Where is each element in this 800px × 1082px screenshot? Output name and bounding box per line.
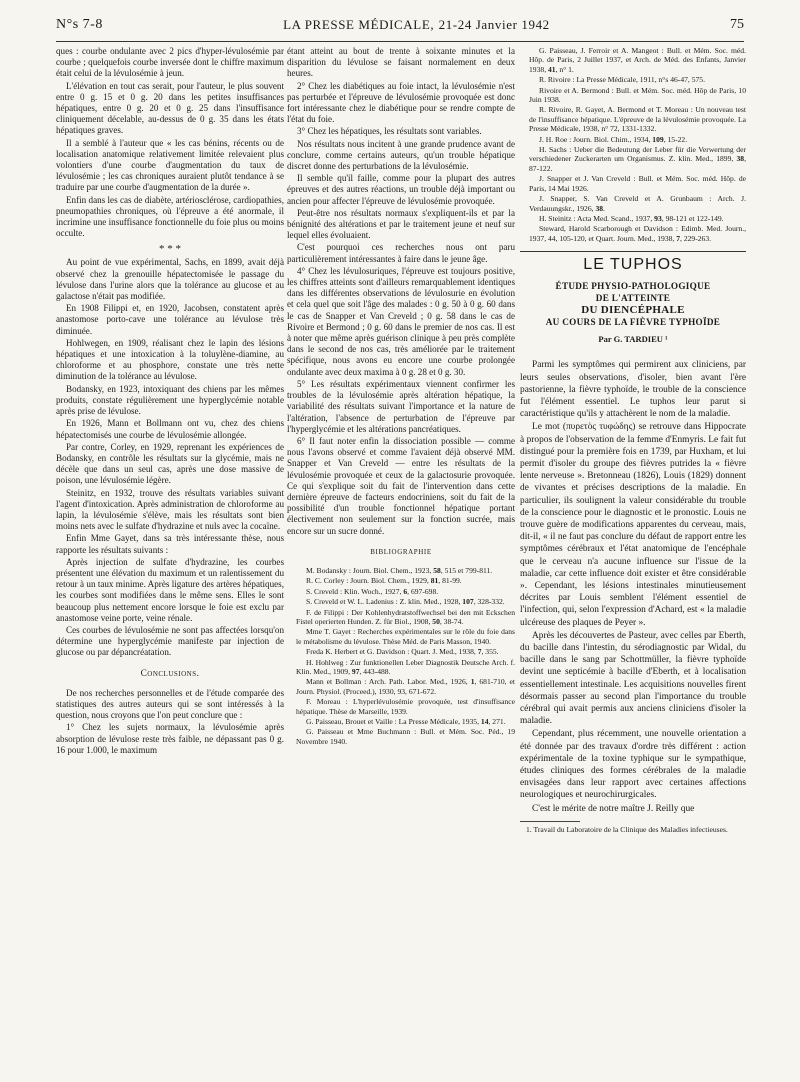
issue-date: 21-24 Janvier 1942 xyxy=(438,16,550,32)
body-paragraph: Il a semblé à l'auteur que « les cas bénins, récents ou de localisation anatomique relativement limitée relevaient plus volontiers d'une courbe d'augmentation du taux de lévulosémie ; les cas chroniques auraient plutôt tendance à se traduire par une courbe d'augmentation de la durée ». xyxy=(56,137,284,193)
reference-text: G. Paisseau, Brouet et Vaille : La Presse Médicale, 1935, xyxy=(306,717,479,727)
reference-pages: , 443-488. xyxy=(359,667,391,676)
article-separator xyxy=(520,251,746,252)
body-paragraph: Nos résultats nous incitent à une grande prudence avant de conclure, comme certains auteurs, qu'un trouble hépatique discret donne des perturbations de la lévulosémie. xyxy=(287,138,515,172)
page-header xyxy=(56,10,744,40)
reference-pages: , 81-99. xyxy=(438,576,462,586)
reference-volume: 38 xyxy=(595,203,604,213)
reference-text: H. Hohlweg : Zur funktionellen Leber Diagnostik Deutsche Arch. f. Klin. Med., 1909, xyxy=(296,657,515,676)
bibliography-entry xyxy=(520,214,746,223)
section-stars: * * * xyxy=(159,243,181,256)
body-paragraph: Peut-être nos résultats normaux s'expliquent-ils et par la bénignité des altérations et par le traitement jeune et neuf sur lequel elles évoluaient. xyxy=(287,207,515,241)
reference-pages: . xyxy=(603,203,605,213)
reference-text: R. C. Corley : Journ. Biol. Chem., 1929, xyxy=(306,576,429,586)
body-paragraph: Steinitz, en 1932, trouve des résultats variables suivant l'agent d'intoxication. Après administration de chloroforme au lapin, la lévulosémie s'élève, mais les résultats sont bien moins nets avec le sulfate d'hydrazine et nuls avec la cocaïne. xyxy=(56,487,284,532)
article-paragraph: C'est le mérite de notre maître J. Reilly que xyxy=(532,803,695,814)
bibliography-entry xyxy=(520,135,746,144)
column-1 xyxy=(56,46,284,1076)
bibliography-entry xyxy=(287,658,515,677)
article-author: Par G. TARDIEU ¹ xyxy=(598,334,668,345)
reference-text: M. Bodansky : Journ. Biol. Chem., 1923, xyxy=(306,565,432,575)
reference-volume: 7 xyxy=(676,233,681,243)
reference-text: J. Snapper, S. Van Creveld et A. Grunbaum : Arch. J. Verdauungskr., 1926, xyxy=(529,194,746,213)
bibliography-entry xyxy=(520,145,746,173)
reference-pages: , 38-74. xyxy=(439,616,464,626)
body-paragraph: 5° Les résultats expérimentaux viennent confirmer les troubles de la lévulosémie après altération hépatique, la variabilité des résultats suivant l'importance et la nature de l'altération, l'absence de perturbation de l'épreuve par l'hyperglycémie et les altérations pancréatiques. xyxy=(287,378,515,434)
reference-text: R. Rivoire : La Presse Médicale, 1911, n°s 46-47, 575. xyxy=(539,75,705,85)
reference-text: J. Snapper et J. Van Creveld : Bull. et Mém. Soc. méd. Hôp. de Paris, 14 Mai 1926. xyxy=(529,174,746,193)
article-subtitle-3: DU DIENCÉPHALE xyxy=(581,304,685,317)
bibliography-entry xyxy=(287,576,515,585)
body-paragraph: Bodansky, en 1923, intoxiquant des chiens par les mêmes produits, constate régulièrement une hyperglycémie notable après prise de lévulose. xyxy=(56,383,284,417)
reference-text: S. Creveld : Klin. Woch., 1927, xyxy=(306,586,402,596)
bibliography-entry xyxy=(520,46,746,74)
bibliography-entry xyxy=(287,697,515,716)
reference-pages: , 355. xyxy=(481,647,499,657)
reference-pages: , 697-698. xyxy=(407,586,439,596)
reference-volume: 14 xyxy=(480,717,489,727)
reference-volume: 109 xyxy=(652,134,664,144)
bibliography-entry xyxy=(287,717,515,726)
issue-number: N°s 7-8 xyxy=(56,17,103,32)
bibliography-entry xyxy=(287,608,515,627)
reference-pages: , 98-121 et 122-149. xyxy=(661,213,724,223)
reference-pages: , 328-332. xyxy=(473,597,505,607)
reference-text: J. H. Roe : Journ. Biol. Chim., 1934, xyxy=(539,134,651,144)
body-paragraph: Ces courbes de lévulosémie ne sont pas affectées lorsqu'on détermine une hyperglycémie manifeste par injection de glucose ou par dépancréatation. xyxy=(56,624,284,658)
reference-text: Mann et Bollman : Arch. Path. Labor. Med., 1926, xyxy=(306,677,468,687)
body-paragraph: 1° Chez les sujets normaux, la lévulosémie après absorption de lévulose reste très faible, ne dépassant pas 0 g. 16 pour 1.000, le maximum xyxy=(56,722,284,755)
reference-volume: 93 xyxy=(654,213,662,223)
body-paragraph: De nos recherches personnelles et de l'étude comparée des statistiques des autres auteurs qui se sont intéressés à la question, nous croyons que l'on peut conclure que : xyxy=(56,687,284,721)
reference-text: Mme T. Gayet : Recherches expérimentales sur le rôle du foie dans le métabolisme du lévulose. Thèse Méd. de Paris Masson, 1940. xyxy=(296,627,515,646)
article-subtitle-2: DE L'ATTEINTE xyxy=(595,293,671,304)
article-paragraph: Parmi les symptômes qui permirent aux cliniciens, par leurs seules observations, d'isoler, bien avant l'ère pastorienne, la fièvre typhoïde, le trouble de la conscience fut l'élément essentiel. Le tuphos leur parut si caractéristique qu'ils y attachèrent le nom de la maladie. xyxy=(520,360,746,420)
bibliography-entry xyxy=(520,86,746,105)
body-paragraph: Enfin Mme Gayet, dans sa très intéressante thèse, nous rapporte les résultats suivants : xyxy=(56,533,284,555)
body-paragraph: Par contre, Corley, en 1929, reprenant les expériences de Bodansky, en contrôle les résultats sur la glycémie, mais ne décèle que dans un seul cas, après une dose massive de poison, une lévulosémie légère. xyxy=(56,441,284,486)
body-paragraph: 2° Chez les diabétiques au foie intact, la lévulosémie n'est pas perturbée et l'épreuve de lévulosémie provoquée est donc fort intéressante chez le diabétique pour se rendre compte de l'état du foie. xyxy=(287,80,515,125)
reference-text: Rivoire et A. Bermond : Bull. et Mém. Soc. méd. Hôp de Paris, 10 Juin 1938. xyxy=(529,85,746,105)
article-paragraph: Cependant, plus récemment, une nouvelle orientation a été donnée par des travaux d'ordre très différent : action expérimentale de la toxine typhique sur le sympathique, études cliniques des formes cérébrales de la maladie envisagées dans leur rapport avec certaines affections neurologiques et neurochirurgicales. xyxy=(520,729,746,801)
body-paragraph: Il semble qu'il faille, comme pour la plupart des autres épreuves et des autres réactions, un trouble déjà important ou ancien pour affecter l'épreuve de lévulosémie provoquée. xyxy=(287,173,515,206)
bibliography-entry xyxy=(287,566,515,575)
reference-pages: , 87-122. xyxy=(529,154,746,173)
reference-text: Freda K. Herbert et G. Davidson : Quart. J. Med., 1938, xyxy=(306,647,476,657)
reference-pages: , 515 et 799-811. xyxy=(440,565,493,575)
reference-pages: , 15-22. xyxy=(663,134,688,144)
article-paragraph: Le mot (πυρετὸς τυφώδης) se retrouve dans Hippocrate à propos de l'observation de la femme d'Enmyris. Le fait fut distingué pour la première fois en 1739, par Huxham, et lui permit d'isoler du groupe des fièvres putrides la « fièvre lente nerveuse ». Bretonneau (1826), Louis (1829) donnent de vivantes et précises descriptions de la maladie. En particulier, ils soulignent la valeur considérable du trouble de la conscience pour le diagnostic et le pronostic. Louis ne trouve guère de modifications apparentes du cerveau, mais, dit-il, « il ne faut pas conclure du défaut de rapport entre les symptômes cérébraux et l'état anatomique de l'encéphale que le cerveau n'a aucune influence sur l'issue de la maladie, car cette influence doit exister et être considérable ». Cependant, les lésions intestinales minutieusement décrites par Louis semblent l'élément essentiel de l'infection, qui, selon l'expression d'Achard, est « la maladie ulcéreuse des plaques de Peyer ». xyxy=(520,422,746,628)
bibliography-entry xyxy=(287,647,515,656)
reference-volume: 97 xyxy=(351,667,360,676)
body-paragraph: étant atteint au bout de trente à soixante minutes et la disparition du lévulose se faisant normalement en deux heures. xyxy=(287,46,515,79)
bibliography-entry xyxy=(287,627,515,646)
body-paragraph: L'élévation en tout cas serait, pour l'auteur, le plus souvent entre 0 g. 15 et 0 g. 20 dans les petites insuffisances hépatiques, entre 0 g. 20 et 0 g. 25 dans l'insuffisance cliniquement décelable, au-dessus de 0 g. 35 dans les états hépatiques graves. xyxy=(56,80,284,136)
footnote-rule xyxy=(520,821,580,822)
reference-text: G. Paisseau et Mme Buchmann : Bull. et Mém. Soc. Péd., 19 Novembre 1940. xyxy=(296,727,515,746)
bibliography-entry xyxy=(520,224,746,243)
reference-volume: 41 xyxy=(548,64,556,74)
body-paragraph: Après injection de sulfate d'hydrazine, les courbes présentent une élévation du maximum et un ralentissement du retour à un taux minime. Après ligature des artères hépatiques, les courbes sont modifiées dans le même sens. Elles le sont beaucoup plus nettement encore lorsque le foie est exclu par anastomose veine porte, veine rénale. xyxy=(56,556,284,623)
body-paragraph: Au point de vue expérimental, Sachs, en 1899, avait déjà observé chez la grenouille hépatectomisée le passage du lévulose dans l'urine alors que la tolérance au glucose et au galactose n'était pas modifiée. xyxy=(56,257,284,302)
reference-volume: 81 xyxy=(430,576,439,586)
reference-text: G. Paisseau, J. Ferroir et A. Mangeot : Bull. et Mém. Soc. méd. Hôp. de Paris, 2 Juillet 1937, et Arch. de Méd. des Enfants, Janvier 1938, xyxy=(529,46,746,74)
article-subtitle-1: ÉTUDE PHYSIO-PATHOLOGIQUE xyxy=(555,281,711,292)
bibliography-entry xyxy=(287,727,515,746)
article-subtitle-4: AU COURS DE LA FIÈVRE TYPHOÏDE xyxy=(545,317,721,328)
body-paragraph: 6° Il faut noter enfin la dissociation possible — comme nous l'avons observé et comme l'avaient déjà observé MM. Snapper et Van Creveld — entre les résultats de la lévulosémie provoquée et ceux de la galactosurie provoquée. Ce qui s'explique soit du fait de l'intervention dans cette dernière épreuve de facteurs endocriniens, soit du fait de la possibilité d'un trouble fonctionnel hépatique portant électivement non seulement sur la fonction sucrée, mais encore sur un sucre donné. xyxy=(287,435,515,536)
reference-pages: , 681-710, et Journ. Physiol. (Proceed.), 1930, 93, 671-672. xyxy=(296,677,515,696)
bibliography-entry xyxy=(287,587,515,596)
body-paragraph: Hohlwegen, en 1909, réalisant chez le lapin des lésions hépatiques et une intoxication à la toluylène-diamine, au chloroforme et au phosphore, constate une très nette diminution de la tolérance au lévulose. xyxy=(56,337,284,382)
reference-volume: 1 xyxy=(470,677,475,687)
journal-title xyxy=(283,17,550,34)
bibliography-entry xyxy=(520,75,746,84)
page-number: 75 xyxy=(730,17,744,32)
body-paragraph: Enfin dans les cas de diabète, artériosclérose, cardiopathies, pneumopathies chroniques, où l'épreuve a été anormale, il incrimine une insuffisance fonctionnelle du foie plus ou moins occulte. xyxy=(56,194,284,239)
reference-pages: , n° 1. xyxy=(555,64,574,74)
body-paragraph: En 1926, Mann et Bollmann ont vu, chez des chiens hépatectomisés une courbe de lévulosémie allongée. xyxy=(56,418,284,440)
conclusions-heading: Conclusions. xyxy=(140,668,200,679)
bibliography-entry xyxy=(520,174,746,193)
article-body xyxy=(520,359,746,815)
bibliography-entry xyxy=(520,194,746,213)
reference-pages: , 229-263. xyxy=(680,233,712,243)
article-paragraph: Après les découvertes de Pasteur, avec celles par Eberth, du bacille dans l'intestin, du sérodiagnostic par Widal, du bacille dans le sang par Schottmüller, la fièvre typhoïde devint une septicémie à bacille d'Eberth, et à localisation essentiellement intestinale. Les acquisitions nouvelles firent désormais passer au second plan l'importance du trouble cérébral qui avait permis aux anciens cliniciens d'isoler la maladie. xyxy=(520,630,746,727)
reference-text: Steward, Harold Scarborough et Davidson : Edimb. Med. Journ., 1937, 44, 105-120, et Quart. Journ. Med., 1938, xyxy=(529,224,746,243)
reference-volume: 6 xyxy=(403,586,408,596)
footnote: 1. Travail du Laboratoire de la Clinique des Maladies infectieuses. xyxy=(526,824,728,834)
body-paragraph: C'est pourquoi ces recherches nous ont paru particulièrement intéressantes à faire dans le jeune âge. xyxy=(287,242,515,264)
reference-text: R. Rivoire, R. Gayet, A. Bermond et T. Moreau : Un nouveau test de l'insuffisance hépatique. L'épreuve de la lévulosémie provoquée. La Presse Médicale, 1938, n° 72, 1331-1332. xyxy=(529,105,746,134)
body-paragraph: 4° Chez les lévulosuriques, l'épreuve est toujours positive, les chiffres atteints sont d'ailleurs remarquablement identiques dans les différentes observations de lévulosurie en évolution et cela quel que soit l'âge des malades : 0 g. 50 à 0 g. 60 dans le cas de Snapper et Van Creveld ; 0 g. 58 dans le cas de Rivoire et Bermond ; 0 g. 60 dans le premier de nos cas. Il est à noter que même après guérison clinique à peu près complète dans le second de nos cas, très améliorée par le traitement spécifique, nous avons eu encore une courbe prolongée ondulante avec deux maxima à 0 g. 28 et 0 g. 30. xyxy=(287,265,515,377)
header-rule xyxy=(56,41,744,42)
reference-volume: 38 xyxy=(736,154,745,164)
reference-text: S. Creveld et W. L. Ladenius : Z. klin. Med., 1928, xyxy=(306,597,461,607)
reference-volume: 58 xyxy=(433,565,441,575)
body-paragraph: En 1908 Filippi et, en 1920, Jacobsen, constatent après anastomose porto-cave une tolérance au lévulose très diminuée. xyxy=(56,303,284,336)
reference-volume: 50 xyxy=(432,616,440,626)
bibliography-entry xyxy=(287,677,515,696)
body-paragraph: 3° Chez les hépatiques, les résultats sont variables. xyxy=(297,126,482,137)
bibliography-entry xyxy=(287,597,515,606)
column-3 xyxy=(520,46,746,1076)
reference-text: H. Sachs : Ueber die Bedeutung der Leber für die Verwertung der verschiedener Zuckerarten um Organismus. Z. klin. Med., 1899, xyxy=(529,145,746,164)
article-title: LE TUPHOS xyxy=(583,256,683,274)
reference-text: F. de Filippi : Der Kohlenhydratstoffwechsel bei den mit Eckschen Fistel operierten Hunden. Z. für Biol., 1908, xyxy=(296,607,515,626)
bibliography-heading: BIBLIOGRAPHIE xyxy=(370,547,432,556)
body-paragraph: ques : courbe ondulante avec 2 pics d'hyper-lévulosémie par courbe ; quelquefois courbe inversée dont le chiffre maximum était celui de la lévulosémie à jeun. xyxy=(56,46,284,79)
reference-pages: , 271. xyxy=(488,717,506,727)
reference-text: F. Moreau : L'hyperlévulosémie provoquée, test d'insuffisance hépatique. Thèse de Marseille, 1939. xyxy=(296,697,515,716)
column-2 xyxy=(287,46,515,1076)
journal-name: LA PRESSE MÉDICALE, xyxy=(283,16,435,32)
reference-text: H. Steinitz : Acta Med. Scand., 1937, xyxy=(539,213,653,223)
bibliography-entry xyxy=(520,105,746,133)
reference-volume: 7 xyxy=(477,647,482,657)
reference-volume: 107 xyxy=(462,597,474,607)
